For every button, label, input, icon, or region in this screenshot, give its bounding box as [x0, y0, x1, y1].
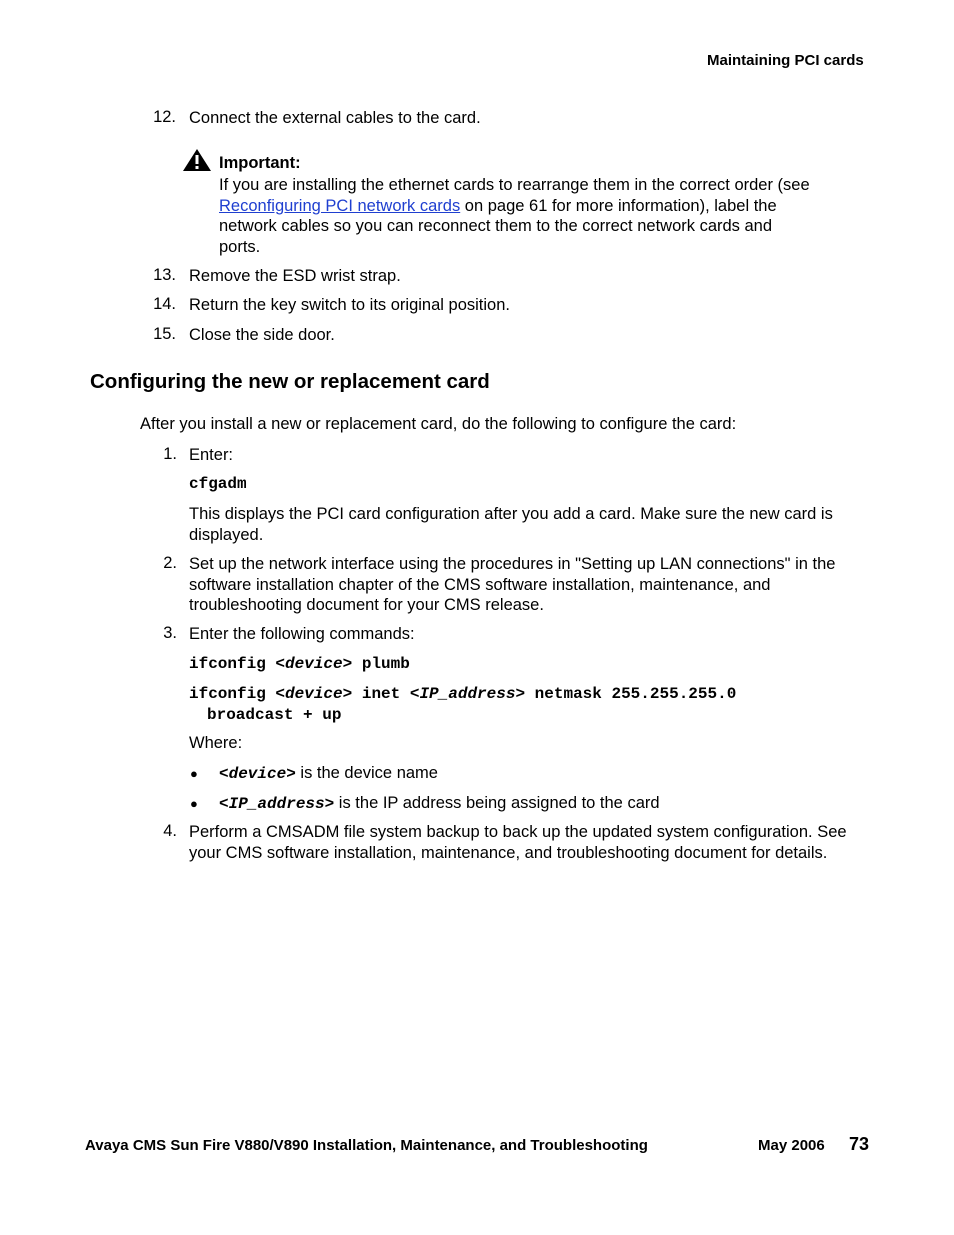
- step-text-line: Set up the network interface using the procedures in "Setting up LAN connections" in the: [189, 555, 836, 573]
- command-description: [189, 504, 869, 545]
- cmd-placeholder: <device>: [275, 685, 353, 703]
- step-text: Enter:: [189, 446, 234, 464]
- bullet-desc: is the IP address being assigned to the card: [334, 794, 660, 812]
- important-text-line: If you are installing the ethernet cards to rearrange them in the correct order (see: [219, 176, 810, 194]
- bullet-term: <device>: [219, 765, 296, 783]
- important-text-line: network cables so you can reconnect them to the correct network cards and: [219, 217, 773, 235]
- running-header: Maintaining PCI cards: [707, 52, 864, 69]
- important-text-line: ports.: [219, 237, 261, 256]
- step-text: [189, 554, 869, 616]
- step-text-line: software installation chapter of the CMS software installation, maintenance, and: [189, 575, 771, 594]
- reconfiguring-link[interactable]: Reconfiguring PCI network cards: [219, 196, 461, 215]
- command-line: cfgadm: [189, 475, 247, 493]
- step-number: 3.: [163, 624, 177, 642]
- step-text: Return the key switch to its original position.: [189, 296, 510, 314]
- bullet-term: <IP_address>: [219, 795, 335, 813]
- footer-title: Avaya CMS Sun Fire V880/V890 Installation, Maintenance, and Troubleshooting: [85, 1137, 648, 1154]
- step-text-line: your CMS software installation, maintenance, and troubleshooting document for details.: [189, 843, 828, 862]
- cmd-fragment: netmask 255.255.255.0: [525, 685, 737, 703]
- bullet-icon: ●: [190, 766, 198, 781]
- page-number: 73: [849, 1134, 870, 1154]
- bullet-item: [219, 764, 438, 783]
- step-text: Remove the ESD wrist strap.: [189, 267, 401, 285]
- footer-date: May 2006: [758, 1137, 825, 1154]
- cmd-placeholder: <IP_address>: [409, 685, 526, 703]
- step-number: 4.: [163, 822, 177, 840]
- important-note: [219, 175, 859, 257]
- cmd-placeholder: <device>: [275, 655, 353, 673]
- command-line: [189, 684, 736, 726]
- important-text-fragment: on page 61 for more information), label the: [460, 196, 777, 215]
- bullet-item: [219, 794, 660, 813]
- cmd-fragment: ifconfig: [189, 655, 276, 673]
- step-text: Connect the external cables to the card.: [189, 109, 481, 127]
- cmd-fragment: ifconfig: [189, 685, 276, 703]
- important-text-line: [219, 196, 859, 217]
- step-text-line: troubleshooting document for your CMS release.: [189, 596, 544, 614]
- step-number: 13.: [153, 266, 176, 284]
- cmd-fragment: inet: [352, 685, 410, 703]
- step-text: [189, 822, 869, 863]
- step-text: Enter the following commands:: [189, 625, 415, 643]
- cmd-fragment: plumb: [352, 655, 410, 673]
- step-number: 1.: [163, 445, 177, 463]
- step-number: 12.: [153, 108, 176, 126]
- where-label: Where:: [189, 734, 243, 752]
- step-text-line: Perform a CMSADM file system backup to back up the updated system configuration. See: [189, 823, 847, 841]
- important-label: Important:: [219, 154, 301, 172]
- step-number: 15.: [153, 325, 176, 343]
- step-number: 2.: [163, 554, 177, 572]
- section-heading: Configuring the new or replacement card: [90, 370, 490, 393]
- step-number: 14.: [153, 295, 176, 313]
- bullet-icon: ●: [190, 796, 198, 811]
- section-intro: After you install a new or replacement card, do the following to configure the card:: [140, 415, 737, 433]
- warning-icon: [182, 148, 212, 172]
- description-line: displayed.: [189, 525, 264, 544]
- cmd-fragment: broadcast + up: [207, 706, 342, 724]
- description-line: This displays the PCI card configuration after you add a card. Make sure the new card is: [189, 505, 833, 523]
- bullet-desc: is the device name: [295, 764, 438, 782]
- step-text: Close the side door.: [189, 326, 335, 344]
- command-line: [189, 655, 410, 673]
